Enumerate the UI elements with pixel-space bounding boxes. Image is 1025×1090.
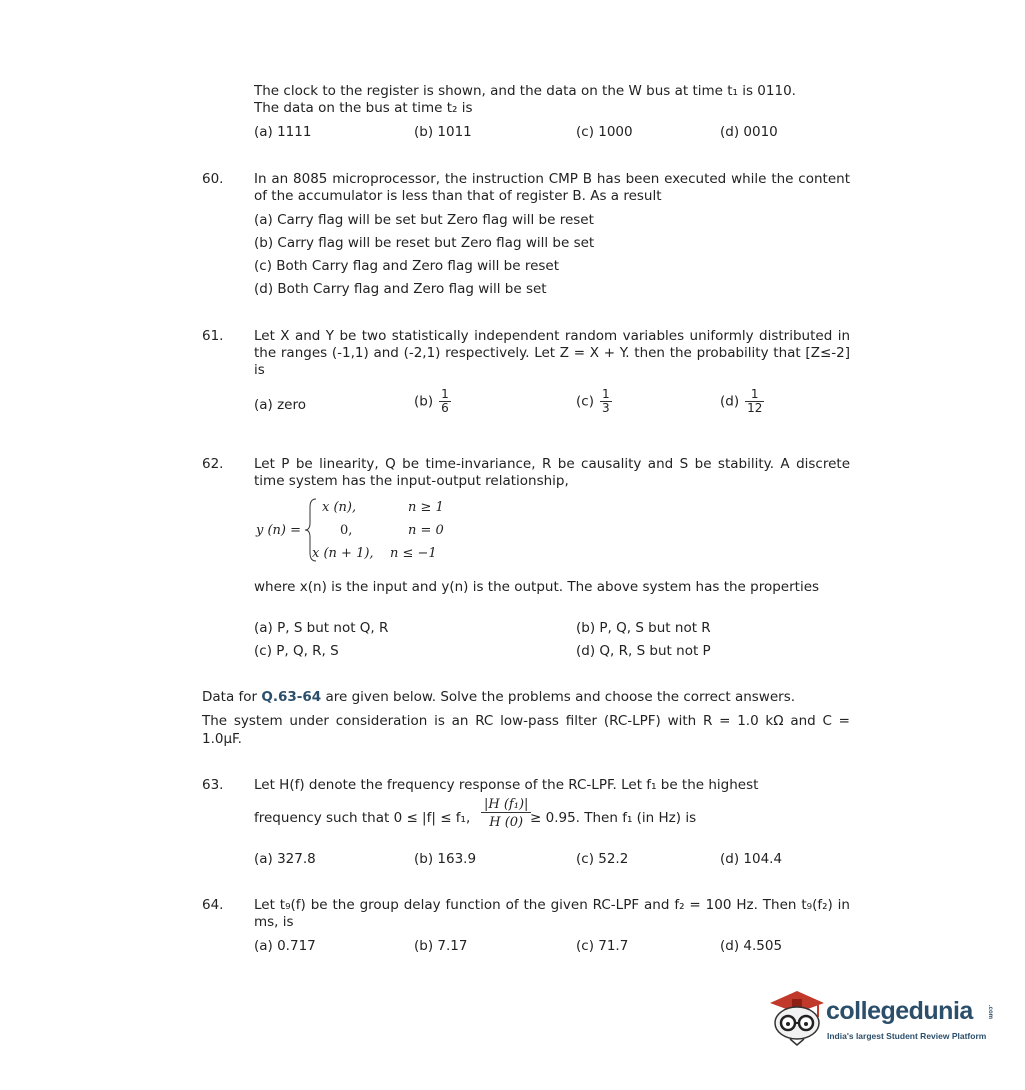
q64-option-b: (b) 7.17 — [414, 938, 468, 954]
q64-number: 64. — [202, 897, 224, 913]
q62-text-2: where x(n) is the input and y(n) is the output. The above system has the properties — [254, 579, 820, 595]
q61-option-d — [720, 388, 764, 415]
frac-denominator: 6 — [441, 401, 449, 415]
logo-suffix: .com — [987, 1005, 993, 1020]
q62-text: Let P be linearity, Q be time-invariance, R be causality and S be stability. A discrete time system has the input-output relationship, — [254, 456, 850, 489]
equation-lhs: y (n) = — [256, 523, 302, 538]
equation-case-expr: x (n + 1), — [312, 546, 374, 561]
q63-option-c: (c) 52.2 — [576, 851, 629, 867]
q61-option-b — [414, 388, 451, 415]
q60-text: In an 8085 microprocessor, the instruction CMP B has been executed while the content of the accumulator is less than that of register B. As a result — [254, 171, 850, 204]
option-label: (c) — [576, 393, 594, 410]
q62-number: 62. — [202, 456, 224, 472]
collegedunia-logo — [768, 985, 994, 1055]
q63-number: 63. — [202, 777, 224, 793]
q64-option-a: (a) 0.717 — [254, 938, 316, 954]
frac-denominator: 3 — [601, 401, 610, 415]
q61-text: Let X and Y be two statistically independent random variables uniformly distributed in the ranges (-1,1) and (-2,1) respectively. Let Z = X + Y. then the probability that [Z≤-2] is — [254, 328, 850, 378]
equation-case-expr: 0, — [340, 523, 353, 538]
q60-option-d: (d) Both Carry flag and Zero flag will be set — [254, 281, 547, 297]
data-block-suffix: are given below. Solve the problems and choose the correct answers. — [321, 689, 796, 705]
option-label: (b) — [414, 393, 434, 410]
frac-denominator: 12 — [747, 401, 763, 415]
option-label: (d) — [720, 393, 740, 410]
q63-text: Let H(f) denote the frequency response of the RC-LPF. Let f₁ be the highest — [254, 777, 759, 793]
q63-option-a: (a) 327.8 — [254, 851, 316, 867]
q63-ratio-fraction — [481, 797, 531, 830]
frac-numerator: 1 — [745, 388, 764, 402]
equation-case-expr: x (n), — [322, 500, 357, 515]
frac-numerator: 1 — [601, 387, 610, 401]
q59-option-b: (b) 1011 — [414, 124, 472, 140]
q62-option-b: (b) P, Q, S but not R — [576, 620, 711, 636]
q60-number: 60. — [202, 171, 224, 187]
data-block-line1 — [202, 689, 795, 705]
logo-tagline: India's largest Student Review Platform — [827, 1031, 987, 1041]
q64-option-d: (d) 4.505 — [720, 938, 783, 954]
q63-freq-result: ≥ 0.95. Then f₁ (in Hz) is — [530, 810, 697, 826]
data-block-question-range: Q.63-64 — [261, 689, 322, 705]
q59-option-c: (c) 1000 — [576, 124, 633, 140]
q62-option-a: (a) P, S but not Q, R — [254, 620, 389, 636]
q60-option-c: (c) Both Carry flag and Zero flag will be reset — [254, 258, 560, 274]
q59-option-d: (d) 0010 — [720, 124, 778, 140]
data-block-prefix: Data for — [202, 689, 262, 705]
q62-option-d: (d) Q, R, S but not P — [576, 643, 711, 659]
q61-number: 61. — [202, 328, 224, 344]
equation-case-cond: n ≥ 1 — [408, 500, 444, 515]
data-block-line2: The system under consideration is an RC low-pass filter (RC-LPF) with R = 1.0 kΩ and C = 1.0μF. — [202, 713, 850, 747]
frac-numerator: 1 — [441, 387, 449, 401]
frac-numerator: |H (f₁)| — [481, 797, 531, 813]
equation-case-cond: n ≤ −1 — [390, 546, 437, 561]
q60-option-b: (b) Carry flag will be reset but Zero flag will be set — [254, 235, 595, 251]
mascot-icon — [768, 985, 826, 1051]
q63-option-b: (b) 163.9 — [414, 851, 477, 867]
q64-text: Let t₉(f) be the group delay function of the given RC-LPF and f₂ = 100 Hz. Then t₉(f₂) in ms, is — [254, 897, 850, 930]
q59-option-a: (a) 1111 — [254, 124, 312, 140]
q59-text-line2: The data on the bus at time t₂ is — [254, 100, 473, 116]
frac-denominator: H (0) — [489, 815, 524, 830]
q61-option-a: (a) zero — [254, 397, 307, 413]
q61-option-c — [576, 388, 612, 415]
q64-option-c: (c) 71.7 — [576, 938, 629, 954]
q59-text-line1: The clock to the register is shown, and the data on the W bus at time t₁ is 0110. — [254, 83, 796, 99]
q62-option-c: (c) P, Q, R, S — [254, 643, 339, 659]
q60-option-a: (a) Carry flag will be set but Zero flag will be reset — [254, 212, 594, 228]
q63-option-d: (d) 104.4 — [720, 851, 783, 867]
q63-freq-condition: frequency such that 0 ≤ |f| ≤ f₁, — [254, 810, 471, 826]
logo-wordmark: collegedunia — [826, 997, 973, 1025]
equation-case-cond: n = 0 — [408, 523, 444, 538]
